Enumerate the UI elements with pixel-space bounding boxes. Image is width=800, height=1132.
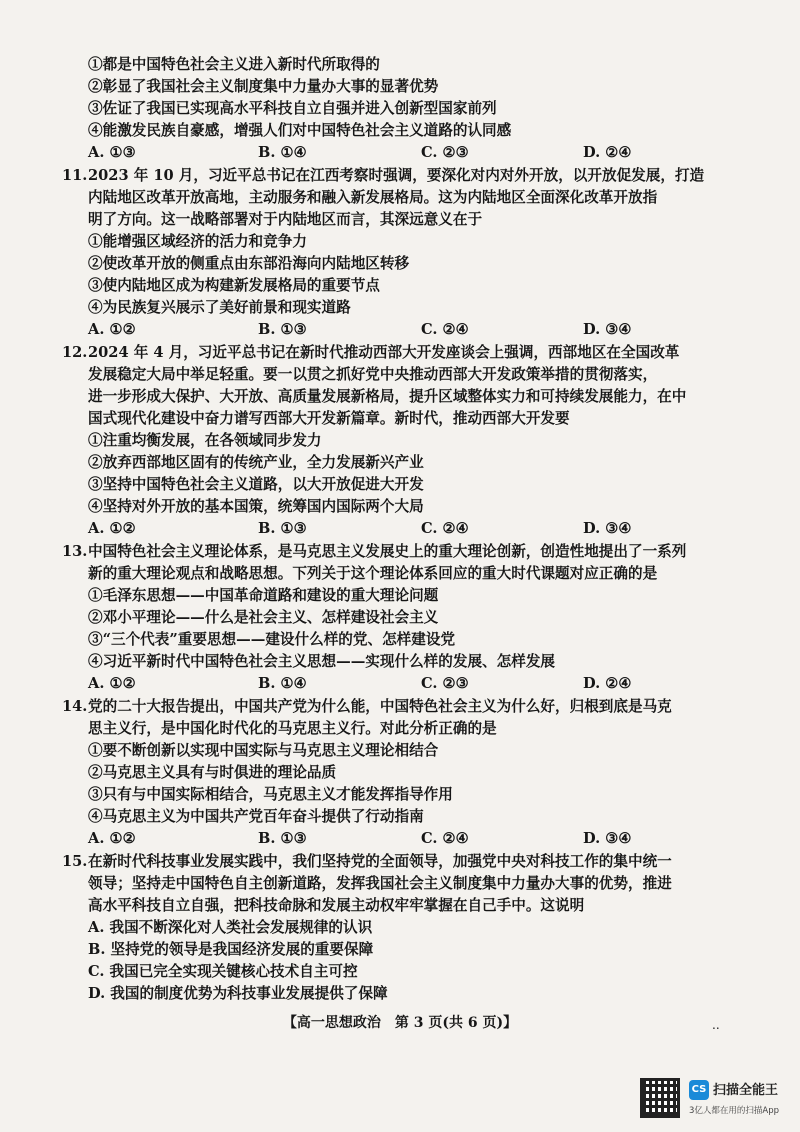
q12-stem-line-2: 发展稳定大局中举足轻重。要一以贯之抓好党中央推动西部大开发政策举措的贯彻落实， (88, 366, 658, 383)
camscanner-logo-icon: CS (689, 1080, 709, 1100)
q11-option-d: D. ③④ (583, 321, 632, 338)
q15-number: 15. (62, 853, 88, 870)
q15-option-b: B. 坚持党的领导是我国经济发展的重要保障 (88, 941, 374, 958)
q13-statement-4: ④习近平新时代中国特色社会主义思想——实现什么样的发展、怎样发展 (88, 653, 556, 670)
q15-stem-line-1: 在新时代科技事业发展实践中，我们坚持党的全面领导，加强党中央对科技工作的集中统一 (88, 853, 672, 870)
q12-statement-3: ③坚持中国特色社会主义道路，以大开放促进大开发 (88, 476, 424, 493)
q11-option-a: A. ①② (88, 321, 136, 338)
q10-option-d: D. ②④ (583, 144, 632, 161)
q15-option-d: D. 我国的制度优势为科技事业发展提供了保障 (88, 985, 388, 1002)
q14-option-a: A. ①② (88, 830, 136, 847)
q11-statement-4: ④为民族复兴展示了美好前景和现实道路 (88, 299, 351, 316)
q10-statement-1: ①都是中国特色社会主义进入新时代所取得的 (88, 56, 380, 73)
q12-stem-line-4: 国式现代化建设中奋力谱写西部大开发新篇章。新时代，推动西部大开发要 (88, 410, 570, 427)
q13-statement-3: ③“三个代表”重要思想——建设什么样的党、怎样建设党 (88, 631, 456, 648)
q12-option-b: B. ①③ (258, 520, 307, 537)
q10-option-a: A. ①③ (88, 144, 136, 161)
q10-statement-2: ②彰显了我国社会主义制度集中力量办大事的显著优势 (88, 78, 439, 95)
q14-statement-3: ③只有与中国实际相结合，马克思主义才能发挥指导作用 (88, 786, 453, 803)
q13-stem-line-2: 新的重大理论观点和战略思想。下列关于这个理论体系回应的重大时代课题对应正确的是 (88, 565, 658, 582)
q11-statement-1: ①能增强区域经济的活力和竞争力 (88, 233, 307, 250)
q14-option-c: C. ②④ (421, 830, 469, 847)
qr-code-icon (640, 1078, 680, 1118)
q10-statement-3: ③佐证了我国已实现高水平科技自立自强并进入创新型国家前列 (88, 100, 497, 117)
q12-stem-line-1: 2024 年 4 月，习近平总书记在新时代推动西部大开发座谈会上强调，西部地区在全国改革 (88, 344, 680, 361)
q10-options (88, 143, 728, 163)
q15-stem-line-2: 领导；坚持走中国特色自主创新道路，发挥我国社会主义制度集中力量办大事的优势，推进 (88, 875, 672, 892)
q15-option-c: C. 我国已完全实现关键核心技术自主可控 (88, 963, 358, 980)
q13-option-a: A. ①② (88, 675, 136, 692)
q14-stem-line-2: 思主义行，是中国化时代化的马克思主义行。对此分析正确的是 (88, 720, 497, 737)
q15-stem-line-3: 高水平科技自立自强，把科技命脉和发展主动权牢牢掌握在自己手中。这说明 (88, 897, 585, 914)
q14-options (88, 829, 728, 849)
q14-option-d: D. ③④ (583, 830, 632, 847)
q13-stem-line-1: 中国特色社会主义理论体系，是马克思主义发展史上的重大理论创新，创造性地提出了一系列 (88, 543, 687, 560)
page-footer: 【高一思想政治 第 3 页(共 6 页)】 (282, 1015, 518, 1031)
q12-statement-2: ②放弃西部地区固有的传统产业，全力发展新兴产业 (88, 454, 424, 471)
q12-option-d: D. ③④ (583, 520, 632, 537)
q11-statement-3: ③使内陆地区成为构建新发展格局的重要节点 (88, 277, 380, 294)
q10-statement-4: ④能激发民族自豪感，增强人们对中国特色社会主义道路的认同感 (88, 122, 512, 139)
q12-statement-1: ①注重均衡发展，在各领域同步发力 (88, 432, 322, 449)
q14-option-b: B. ①③ (258, 830, 307, 847)
q13-option-b: B. ①④ (258, 675, 307, 692)
q14-stem-line-1: 党的二十大报告提出，中国共产党为什么能，中国特色社会主义为什么好，归根到底是马克 (88, 698, 672, 715)
camscanner-tagline: 3亿人都在用的扫描App (689, 1106, 780, 1116)
q14-number: 14. (62, 698, 88, 715)
q15-option-a: A. 我国不断深化对人类社会发展规律的认识 (88, 919, 373, 936)
q11-stem-line-2: 内陆地区改革开放高地，主动服务和融入新发展格局。这为内陆地区全面深化改革开放指 (88, 189, 658, 206)
q11-stem-line-3: 明了方向。这一战略部署对于内陆地区而言，其深远意义在于 (88, 211, 483, 228)
q12-option-a: A. ①② (88, 520, 136, 537)
camscanner-name: 扫描全能王 (713, 1083, 779, 1098)
q11-stem-line-1: 2023 年 10 月，习近平总书记在江西考察时强调，要深化对内对外开放，以开放促发展，打造 (88, 167, 705, 184)
q12-number: 12. (62, 344, 88, 361)
q13-option-d: D. ②④ (583, 675, 632, 692)
q13-statement-2: ②邓小平理论——什么是社会主义、怎样建设社会主义 (88, 609, 439, 626)
q14-statement-4: ④马克思主义为中国共产党百年奋斗提供了行动指南 (88, 808, 424, 825)
q11-number: 11. (62, 167, 88, 184)
q11-options (88, 320, 728, 340)
q13-statement-1: ①毛泽东思想——中国革命道路和建设的重大理论问题 (88, 587, 439, 604)
q12-option-c: C. ②④ (421, 520, 469, 537)
q14-statement-1: ①要不断创新以实现中国实际与马克思主义理论相结合 (88, 742, 439, 759)
q14-statement-2: ②马克思主义具有与时俱进的理论品质 (88, 764, 337, 781)
q12-statement-4: ④坚持对外开放的基本国策，统筹国内国际两个大局 (88, 498, 424, 515)
q10-option-b: B. ①④ (258, 144, 307, 161)
q13-options (88, 674, 728, 694)
q11-option-c: C. ②④ (421, 321, 469, 338)
footer-mark: .. (712, 1018, 720, 1032)
q11-statement-2: ②使改革开放的侧重点由东部沿海向内陆地区转移 (88, 255, 410, 272)
q11-option-b: B. ①③ (258, 321, 307, 338)
q12-options (88, 519, 728, 539)
q13-option-c: C. ②③ (421, 675, 469, 692)
q13-number: 13. (62, 543, 88, 560)
q10-option-c: C. ②③ (421, 144, 469, 161)
q12-stem-line-3: 进一步形成大保护、大开放、高质量发展新格局，提升区域整体实力和可持续发展能力，在中 (88, 388, 687, 405)
